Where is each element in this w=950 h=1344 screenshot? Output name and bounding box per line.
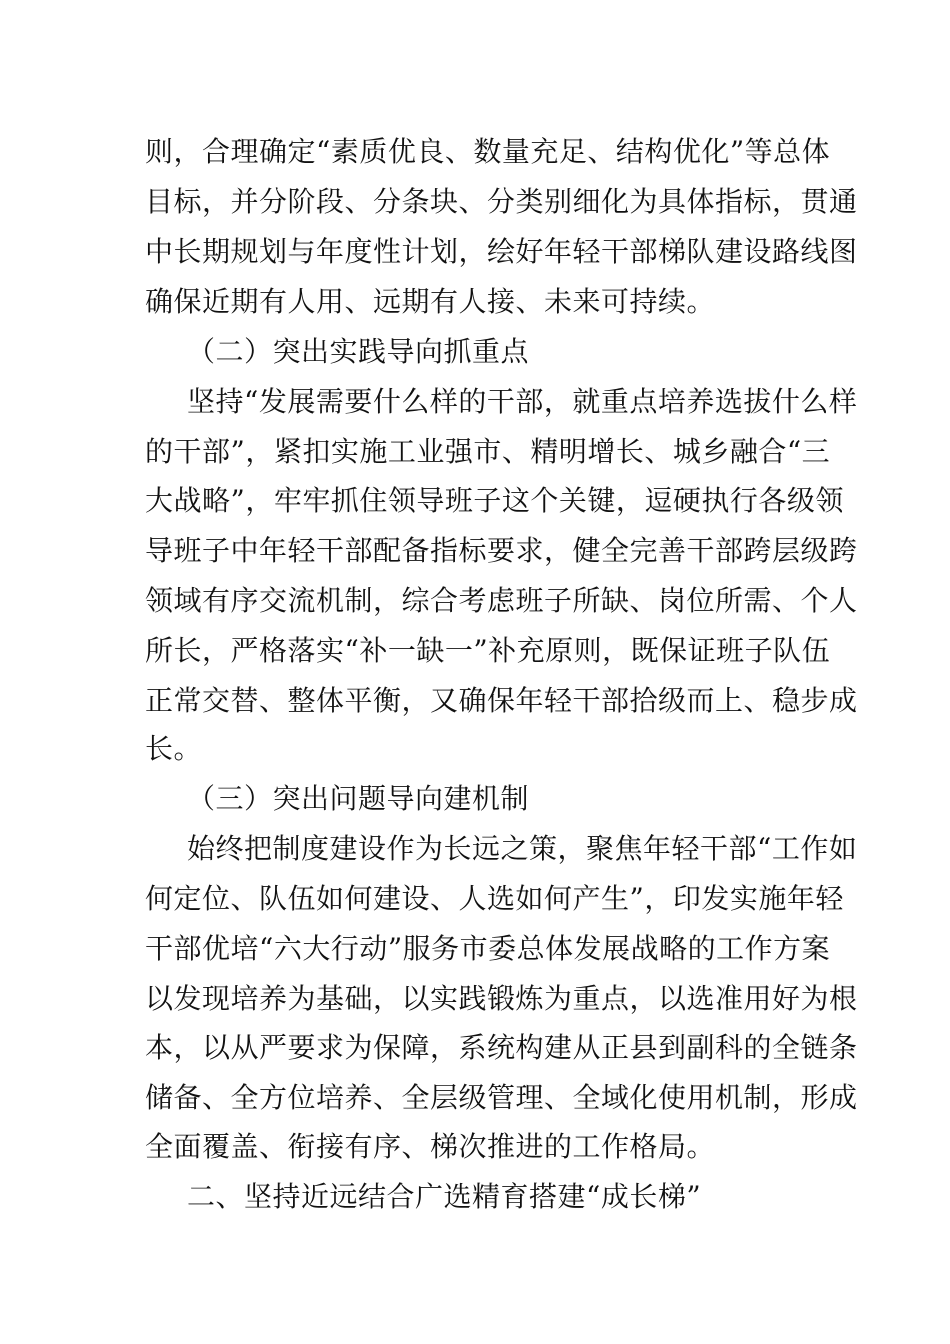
chapter-heading: 二、坚持近远结合广选精育搭建“成长梯” xyxy=(187,1180,702,1213)
text-line: 中长期规划与年度性计划，绘好年轻干部梯队建设路线图 xyxy=(145,235,858,268)
text-line: 所长，严格落实“补一缺一”补充原则，既保证班子队伍 xyxy=(145,634,831,667)
text-line: 确保近期有人用、远期有人接、未来可持续。 xyxy=(145,285,716,318)
text-line: 目标，并分阶段、分条块、分类别细化为具体指标，贯通 xyxy=(145,185,858,218)
text-line: 坚持“发展需要什么样的干部，就重点培养选拔什么样 xyxy=(187,385,858,418)
text-line: 以发现培养为基础，以实践锻炼为重点，以选准用好为根 xyxy=(145,982,858,1015)
text-line: 储备、全方位培养、全层级管理、全域化使用机制，形成 xyxy=(145,1081,858,1114)
text-line: 领域有序交流机制，综合考虑班子所缺、岗位所需、个人 xyxy=(145,584,858,617)
text-line: 正常交替、整体平衡，又确保年轻干部拾级而上、稳步成 xyxy=(145,684,858,717)
text-line: 本，以从严要求为保障，系统构建从正县到副科的全链条 xyxy=(145,1031,858,1064)
text-line: 全面覆盖、衔接有序、梯次推进的工作格局。 xyxy=(145,1130,716,1163)
text-line: 大战略”，牢牢抓住领导班子这个关键，逗硬执行各级领 xyxy=(145,484,844,517)
text-line: 则，合理确定“素质优良、数量充足、结构优化”等总体 xyxy=(145,135,831,168)
section-heading: （二）突出实践导向抓重点 xyxy=(187,335,530,368)
section-heading: （三）突出问题导向建机制 xyxy=(187,782,530,815)
text-line: 长。 xyxy=(145,732,203,765)
text-line: 何定位、队伍如何建设、人选如何产生”，印发实施年轻 xyxy=(145,882,844,915)
text-line: 导班子中年轻干部配备指标要求，健全完善干部跨层级跨 xyxy=(145,534,858,567)
text-line: 的干部”，紧扣实施工业强市、精明增长、城乡融合“三 xyxy=(145,435,831,468)
text-line: 干部优培“六大行动”服务市委总体发展战略的工作方案 xyxy=(145,932,831,965)
text-line: 始终把制度建设作为长远之策，聚焦年轻干部“工作如 xyxy=(187,832,858,865)
